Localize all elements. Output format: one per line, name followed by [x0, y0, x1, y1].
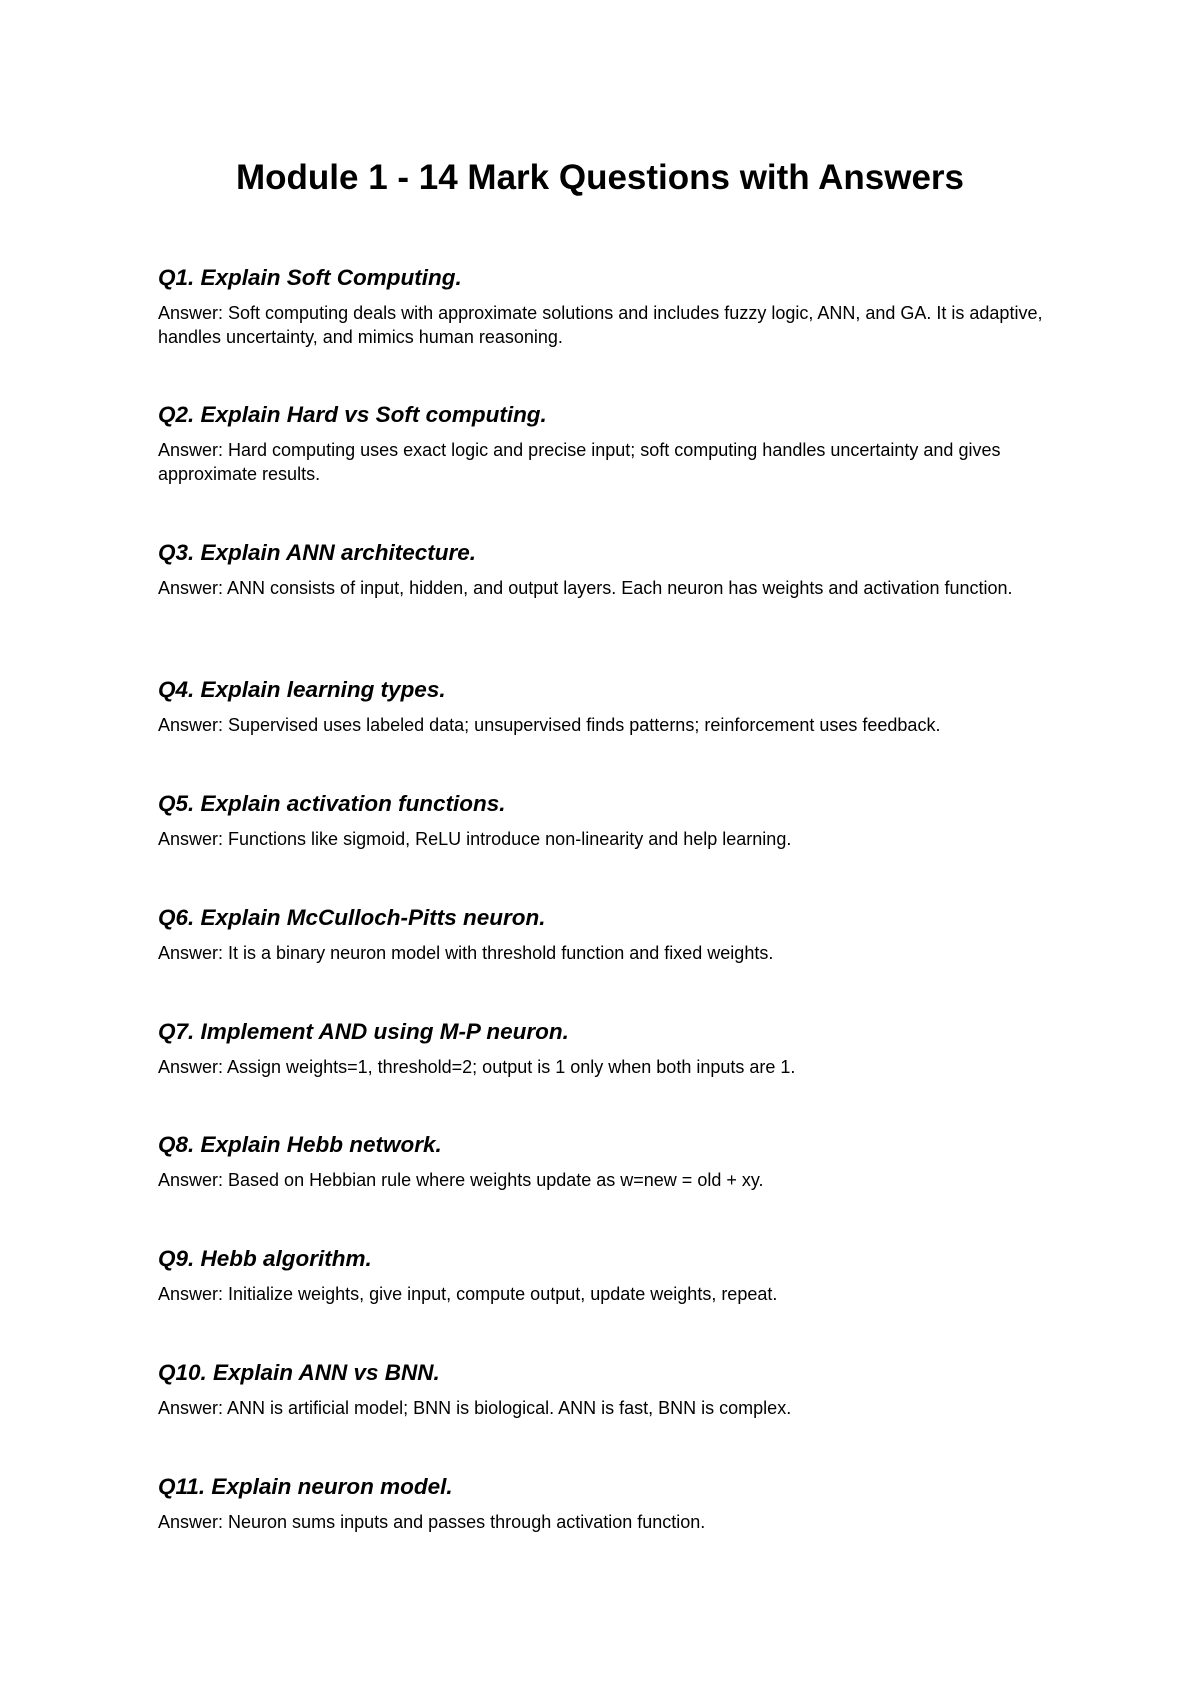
qa-item-5	[158, 790, 1058, 851]
qa-item-6	[158, 904, 1058, 965]
qa-item-1	[158, 264, 1058, 349]
answer-text: Answer: Supervised uses labeled data; unsupervised finds patterns; reinforcement uses feedback.	[158, 715, 941, 735]
question-heading: Q6. Explain McCulloch-Pitts neuron.	[158, 905, 546, 930]
question-heading: Q10. Explain ANN vs BNN.	[158, 1360, 440, 1385]
question-heading: Q1. Explain Soft Computing.	[158, 265, 462, 290]
qa-item-4	[158, 676, 1058, 737]
answer-text: Answer: Assign weights=1, threshold=2; output is 1 only when both inputs are 1.	[158, 1057, 796, 1077]
answer-text: Answer: ANN is artificial model; BNN is biological. ANN is fast, BNN is complex.	[158, 1398, 792, 1418]
question-heading: Q3. Explain ANN architecture.	[158, 540, 477, 565]
answer-text: Answer: Initialize weights, give input, compute output, update weights, repeat.	[158, 1284, 778, 1304]
qa-item-2	[158, 401, 1058, 486]
question-heading: Q7. Implement AND using M-P neuron.	[158, 1019, 569, 1044]
answer-text: Answer: Functions like sigmoid, ReLU introduce non-linearity and help learning.	[158, 829, 792, 849]
page-title: Module 1 - 14 Mark Questions with Answers	[235, 158, 965, 197]
question-heading: Q8. Explain Hebb network.	[158, 1132, 442, 1157]
question-heading: Q4. Explain learning types.	[158, 677, 446, 702]
answer-text: Answer: Neuron sums inputs and passes through activation function.	[158, 1512, 706, 1532]
qa-item-7	[158, 1018, 1058, 1079]
answer-text: Answer: Soft computing deals with approximate solutions and includes fuzzy logic, ANN, and GA. It is adaptive, handles uncertainty, and mimics human reasoning.	[158, 303, 1043, 347]
question-heading: Q11. Explain neuron model.	[158, 1474, 453, 1499]
answer-text: Answer: Hard computing uses exact logic and precise input; soft computing handles uncertainty and gives approximate results.	[158, 440, 1001, 484]
question-heading: Q9. Hebb algorithm.	[158, 1246, 372, 1271]
question-heading: Q2. Explain Hard vs Soft computing.	[158, 402, 547, 427]
qa-item-10	[158, 1359, 1058, 1420]
qa-item-9	[158, 1245, 1058, 1306]
qa-item-11	[158, 1473, 1058, 1534]
qa-item-8	[158, 1131, 1058, 1192]
answer-text: Answer: Based on Hebbian rule where weights update as w=new = old + xy.	[158, 1170, 764, 1190]
qa-item-3	[158, 539, 1058, 600]
answer-text: Answer: It is a binary neuron model with threshold function and fixed weights.	[158, 943, 774, 963]
answer-text: Answer: ANN consists of input, hidden, and output layers. Each neuron has weights and activation function.	[158, 578, 1013, 598]
question-heading: Q5. Explain activation functions.	[158, 791, 506, 816]
